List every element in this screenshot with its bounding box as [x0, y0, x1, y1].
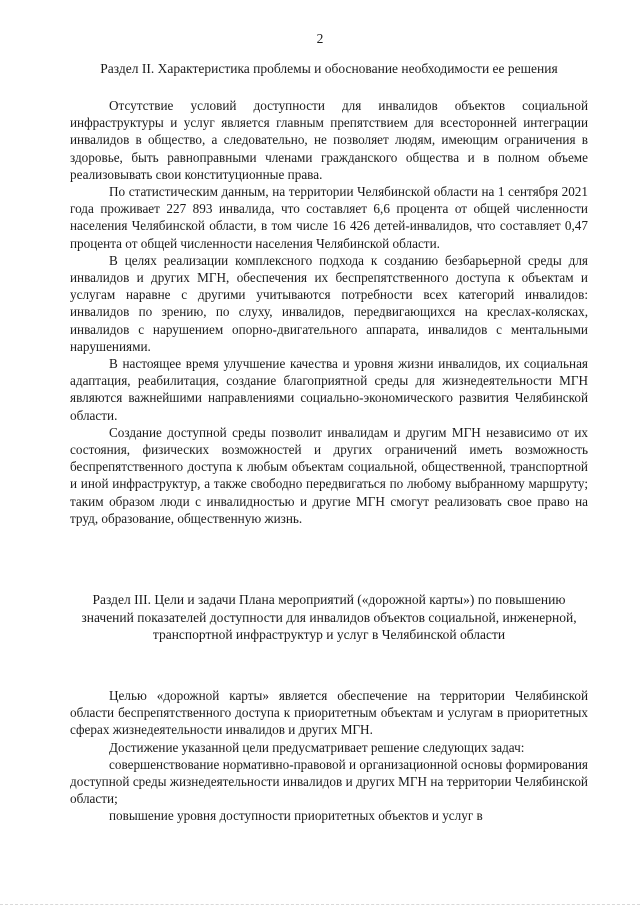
section-2-heading: Раздел II. Характеристика проблемы и обоснование необходимости ее решения	[100, 61, 558, 76]
section-3-body	[70, 687, 588, 825]
section-2-body	[70, 97, 588, 527]
page-number: 2	[316, 31, 324, 46]
paragraph: Создание доступной среды позволит инвалидам и другим МГН независимо от их состояния, физических возможностей и других ограничений иметь возможность беспрепятственного доступа к любым объектам социальной, общественной, транспортной и иной инфраструктур, а также свободно передвигаться по любому выбранному маршруту; таким образом люди с инвалидностью и другие МГН смогут реализовать свое право на труд, образование, общественную жизнь.	[70, 424, 588, 526]
paragraph: совершенствование нормативно-правовой и организационной основы формирования доступной среды жизнедеятельности инвалидов и других МГН на территории Челябинской области;	[70, 756, 588, 807]
paragraph: Достижение указанной цели предусматривает решение следующих задач:	[109, 739, 525, 755]
paragraph: В целях реализации комплексного подхода к созданию безбарьерной среды для инвалидов и других МГН, обеспечения их беспрепятственного доступа к объектам и услугам наравне с другими учитываются потребности всех категорий инвалидов: инвалидов по зрению, по слуху, инвалидов, передвигающихся на креслах-колясках, инвалидов с нарушением опорно-двигательного аппарата, инвалидов с ментальными нарушениями.	[70, 252, 588, 354]
paragraph: повышение уровня доступности приоритетных объектов и услуг в	[109, 808, 483, 824]
paragraph: По статистическим данным, на территории Челябинской области на 1 сентября 2021 года проживает 227 893 инвалида, что составляет 6,6 процента от общей численности населения Челябинской области, в том числе 16 426 детей-инвалидов, что составляет 0,47 процента от общей численности населения Челябинской области.	[70, 184, 588, 251]
section-3-heading: Раздел III. Цели и задачи Плана мероприятий («дорожной карты») по повышению значений показателей доступности для инвалидов объектов социальной, инженерной, транспортной инфраструктур и услуг в Челябинской области	[81, 592, 577, 642]
paragraph: Отсутствие условий доступности для инвалидов объектов социальной инфраструктуры и услуг является главным препятствием для всесторонней интеграции инвалидов в общество, а следовательно, не позволяет людям, имеющим ограничения в здоровье, быть равноправными членами гражданского общества и в полном объеме реализовывать свои конституционные права.	[70, 98, 588, 182]
paragraph: В настоящее время улучшение качества и уровня жизни инвалидов, их социальная адаптация, реабилитация, создание благоприятной среды для жизнедеятельности МГН являются важнейшими направлениями социально-экономического развития Челябинской области.	[70, 356, 588, 423]
paragraph: Целью «дорожной карты» является обеспечение на территории Челябинской области беспрепятственного доступа к приоритетным объектам и услугам в приоритетных сферах жизнедеятельности инвалидов и других МГН.	[70, 688, 588, 738]
